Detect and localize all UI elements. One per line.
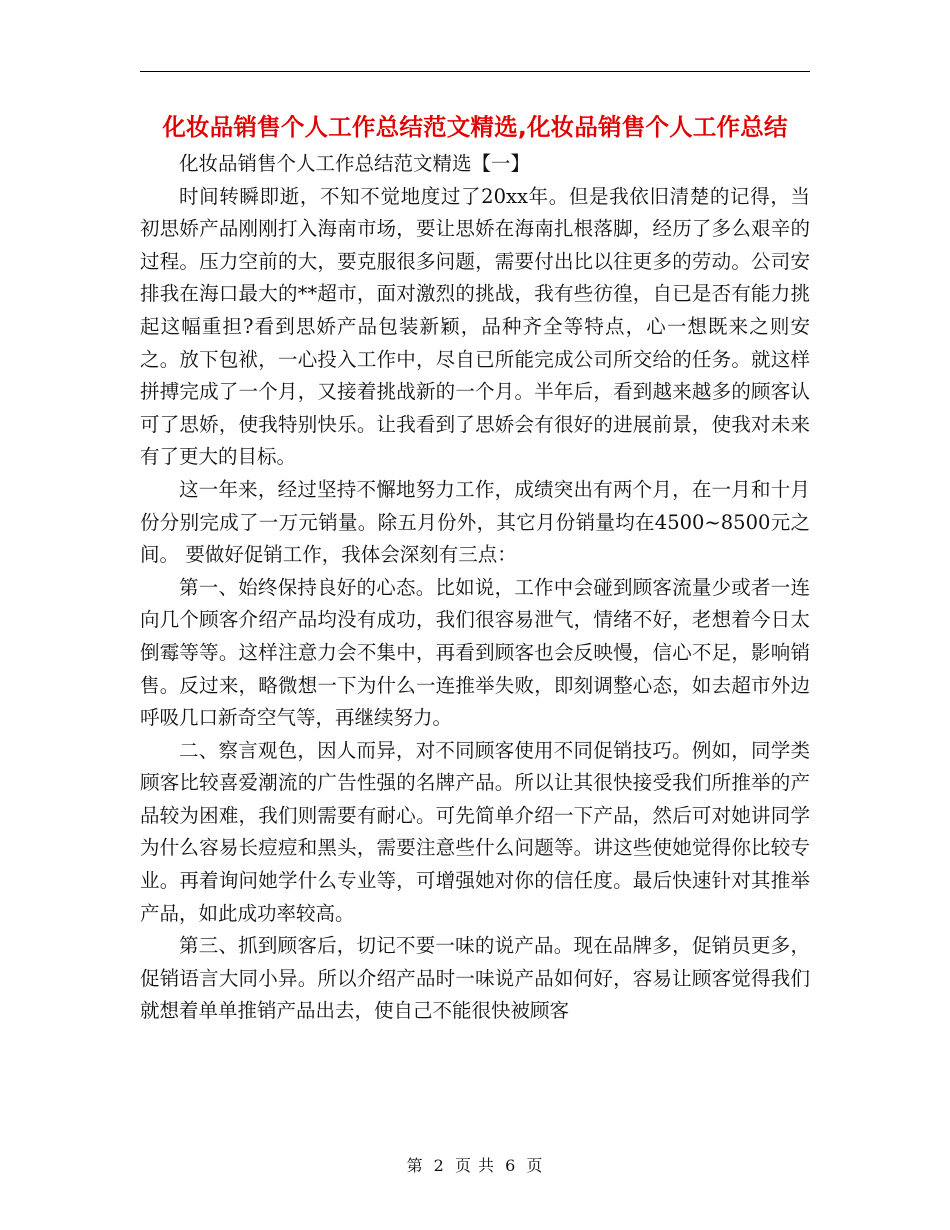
footer-prefix: 第 [406,1156,424,1175]
document-title: 化妆品销售个人工作总结范文精选,化妆品销售个人工作总结 [162,113,788,141]
paragraph-5: 第三、抓到顾客后，切记不要一味的说产品。现在品牌多，促销员更多，促销语言大同小异。所以介绍产品时一味说产品如何好，容易让顾客觉得我们就想着单单推销产品出去，使自己不能很快被顾客 [140,934,810,1023]
footer-middle: 页 共 [454,1156,496,1175]
document-body [140,148,810,1028]
footer-current-page: 2 [433,1156,445,1175]
paragraph-3: 第一、始终保持良好的心态。比如说，工作中会碰到顾客流量少或者一连向几个顾客介绍产品均没有成功，我们很容易泄气，情绪不好，老想着今日太倒霉等等。这样注意力会不集中，再看到顾客也会反映慢，信心不足，影响销售。反过来，略微想一下为什么一连推举失败，即刻调整心态，如去超市外边呼吸几口新奇空气等，再继续努力。 [140,575,810,730]
paragraph-2: 这一年来，经过坚持不懈地努力工作，成绩突出有两个月，在一月和十月份分别完成了一万元销量。除五月份外，其它月份销量均在4500~8500元之间。 要做好促销工作，我体会深刻有三点： [140,477,810,567]
paragraph-4: 二、察言观色，因人而异，对不同顾客使用不同促销技巧。例如，同学类顾客比较喜爱潮流的广告性强的名牌产品。所以让其很快接受我们所推举的产品较为困难，我们则需要有耐心。可先简单介绍一下产品，然后可对她讲同学为什么容易长痘痘和黑头，需要注意些什么问题等。讲这些使她觉得你比较专业。再着询问她学什么专业等，可增强她对你的信任度。最后快速针对其推举产品，如此成功率较高。 [140,738,810,925]
header-rule [140,71,810,72]
section-heading: 化妆品销售个人工作总结范文精选【一】 [179,152,531,175]
page-footer [0,1153,950,1176]
footer-suffix: 页 [526,1156,544,1175]
paragraph-1: 时间转瞬即逝，不知不觉地度过了20xx年。但是我依旧清楚的记得，当初思娇产品刚刚打入海南市场，要让思娇在海南扎根落脚，经历了多么艰辛的过程。压力空前的大，要克服很多问题，需要付出比以往更多的劳动。公司安排我在海口最大的**超市，面对激烈的挑战，我有些彷徨，自已是否有能力挑起这幅重担?看到思娇产品包装新颖，品种齐全等特点，心一想既来之则安之。放下包袱，一心投入工作中，尽自已所能完成公司所交给的任务。就这样拼搏完成了一个月，又接着挑战新的一个月。半年后，看到越来越多的顾客认可了思娇，使我特别快乐。让我看到了思娇会有很好的进展前景，使我对未来有了更大的目标。 [140,184,810,469]
footer-total-pages: 6 [505,1156,517,1175]
